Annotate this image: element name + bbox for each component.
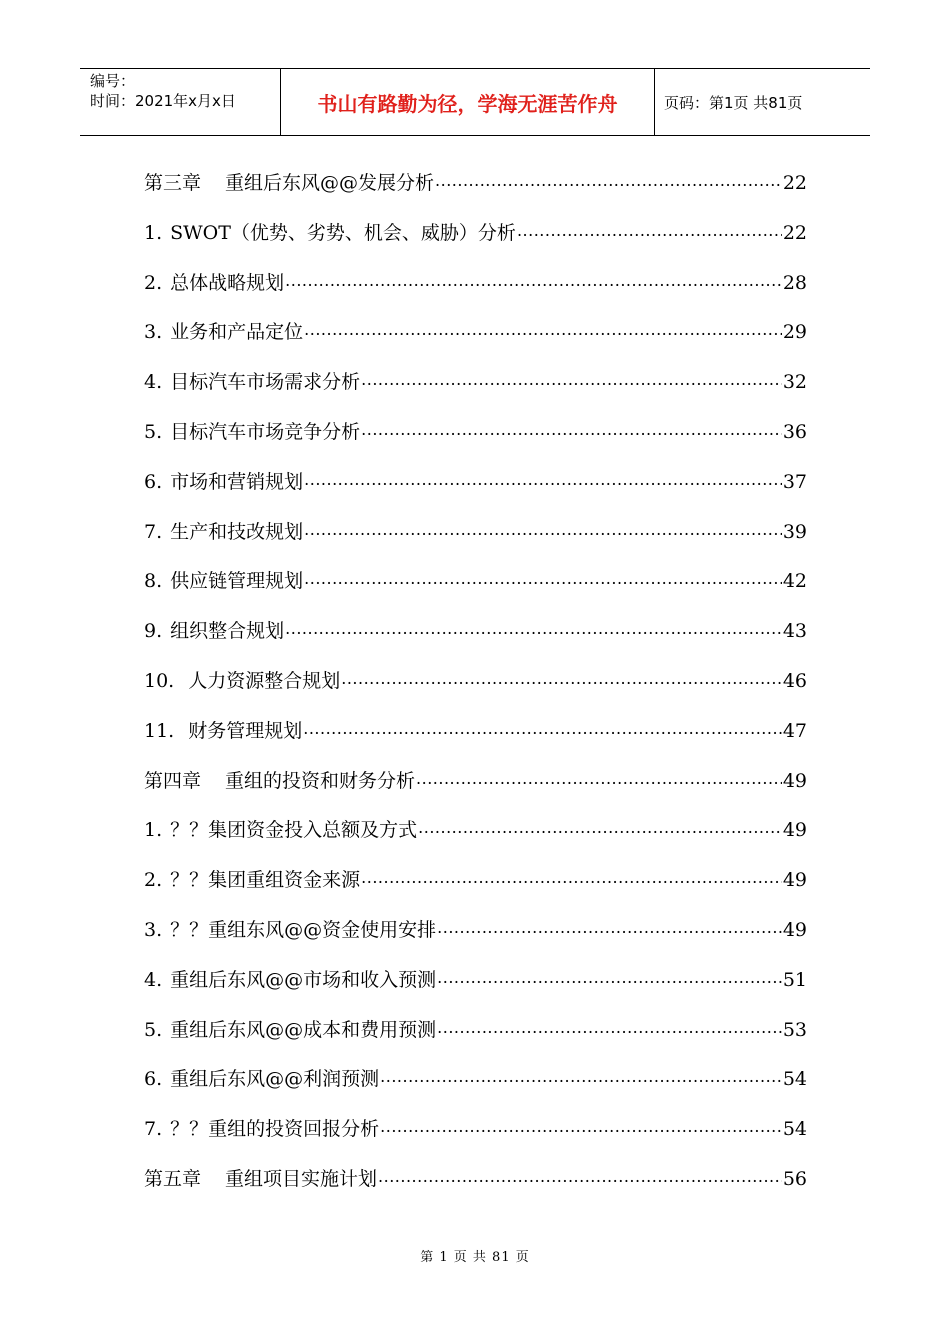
toc-entry-title: 业务和产品定位 <box>170 321 304 344</box>
toc-entry-number: 1. <box>144 221 163 244</box>
toc-entry-number: 3. <box>144 321 163 344</box>
toc-dot-leader <box>285 270 782 289</box>
header-motto: 书山有路勤为径，学海无涯苦作舟 <box>281 69 655 135</box>
toc-dot-leader <box>418 817 782 836</box>
toc-entry-number: 10. <box>144 669 175 692</box>
toc-entry[interactable] <box>144 508 807 558</box>
toc-entry-page: 37 <box>782 470 807 493</box>
toc-entry-page: 22 <box>782 221 807 244</box>
toc-entry-page: 43 <box>782 620 807 643</box>
toc-dot-leader <box>361 419 782 438</box>
toc-entry-number: 9. <box>144 620 163 643</box>
toc-entry-title: 重组项目实施计划 <box>225 1167 378 1190</box>
toc-entry[interactable] <box>144 956 807 1006</box>
toc-entry[interactable] <box>144 557 807 607</box>
toc-entry-page: 49 <box>782 819 807 842</box>
toc-entry-number: 3. <box>144 918 163 941</box>
date-line: 时间：2021年x月x日 <box>90 92 236 110</box>
toc-entry-title: 重组的投资和财务分析 <box>225 769 416 792</box>
toc-entry-title: 供应链管理规划 <box>170 570 304 593</box>
toc-entry[interactable] <box>144 408 807 458</box>
toc-entry[interactable] <box>144 806 807 856</box>
toc-chapter-entry[interactable] <box>144 1155 807 1205</box>
toc-entry[interactable] <box>144 1006 807 1056</box>
toc-entry-title: SWOT（优势、劣势、机会、威胁）分析 <box>170 221 516 244</box>
toc-entry-number: 第五章 <box>144 1167 202 1190</box>
toc-entry-number: 第三章 <box>144 172 202 194</box>
toc-dot-leader <box>380 1066 782 1085</box>
page-footer: 第 1 页 共 81 页 <box>420 1250 530 1265</box>
toc-entry-number: 8. <box>144 570 163 593</box>
toc-entry-title: 重组后东风@@利润预测 <box>170 1068 380 1091</box>
toc-entry-title: ？？重组东风@@资金使用安排 <box>170 918 437 941</box>
toc-dot-leader <box>361 867 782 886</box>
toc-entry-number: 1. <box>144 819 163 842</box>
toc-entry-page: 54 <box>782 1118 807 1141</box>
toc-entry-page: 56 <box>782 1167 807 1190</box>
toc-entry-number: 7. <box>144 520 163 543</box>
toc-dot-leader <box>361 369 782 388</box>
toc-entry-page: 49 <box>782 869 807 892</box>
toc-entry[interactable] <box>144 259 807 309</box>
toc-dot-leader <box>416 768 782 787</box>
toc-entry-title: ？？重组的投资回报分析 <box>170 1118 380 1141</box>
toc-entry[interactable] <box>144 906 807 956</box>
toc-entry[interactable] <box>144 707 807 757</box>
toc-entry-page: 53 <box>782 1018 807 1041</box>
toc-entry[interactable] <box>144 1105 807 1155</box>
toc-dot-leader <box>517 220 782 239</box>
page-header <box>80 68 870 136</box>
toc-entry-page: 22 <box>782 172 807 194</box>
toc-entry-title: 目标汽车市场竞争分析 <box>170 420 361 443</box>
toc-entry-number: 4. <box>144 371 163 394</box>
toc-dot-leader <box>437 1017 782 1036</box>
toc-entry-page: 49 <box>782 918 807 941</box>
toc-chapter-entry[interactable] <box>144 757 807 807</box>
toc-entry-number: 5. <box>144 1018 163 1041</box>
toc-entry-number: 2. <box>144 271 163 294</box>
toc-dot-leader <box>437 917 782 936</box>
toc-entry-number: 6. <box>144 1068 163 1091</box>
toc-dot-leader <box>435 170 782 189</box>
toc-entry-page: 32 <box>782 371 807 394</box>
toc-entry-number: 4. <box>144 968 163 991</box>
toc-dot-leader <box>285 618 782 637</box>
toc-entry-title: 组织整合规划 <box>170 620 285 643</box>
toc-entry-page: 51 <box>782 968 807 991</box>
header-page-info: 页码：第1页 共81页 <box>664 93 803 112</box>
toc-entry-title: 重组后东风@@发展分析 <box>225 172 435 194</box>
toc-entry-number: 6. <box>144 470 163 493</box>
table-of-contents <box>144 159 807 1205</box>
toc-entry-page: 47 <box>782 719 807 742</box>
toc-dot-leader <box>437 967 782 986</box>
toc-entry[interactable] <box>144 607 807 657</box>
toc-entry-number: 7. <box>144 1118 163 1141</box>
toc-dot-leader <box>304 568 782 587</box>
serial-label: 编号： <box>90 72 136 90</box>
toc-entry[interactable] <box>144 856 807 906</box>
toc-entry-title: 财务管理规划 <box>188 719 303 742</box>
toc-entry-page: 36 <box>782 420 807 443</box>
toc-entry-title: 目标汽车市场需求分析 <box>170 371 361 394</box>
toc-entry-title: 总体战略规划 <box>170 271 285 294</box>
toc-entry[interactable] <box>144 1055 807 1105</box>
toc-entry-page: 54 <box>782 1068 807 1091</box>
toc-dot-leader <box>380 1116 782 1135</box>
toc-dot-leader <box>304 469 782 488</box>
toc-entry-title: 重组后东风@@成本和费用预测 <box>170 1018 437 1041</box>
toc-entry-page: 42 <box>782 570 807 593</box>
toc-entry-number: 11. <box>144 719 175 742</box>
toc-entry[interactable] <box>144 458 807 508</box>
toc-dot-leader <box>304 519 782 538</box>
toc-dot-leader <box>341 668 782 687</box>
toc-entry-number: 5. <box>144 420 163 443</box>
toc-entry-number: 2. <box>144 869 163 892</box>
toc-entry-title: 重组后东风@@市场和收入预测 <box>170 968 437 991</box>
toc-entry-title: ？？集团资金投入总额及方式 <box>170 819 418 842</box>
toc-dot-leader <box>378 1166 782 1185</box>
toc-entry-page: 46 <box>782 669 807 692</box>
toc-chapter-entry[interactable] <box>144 159 807 209</box>
toc-dot-leader <box>303 718 782 737</box>
toc-entry-page: 29 <box>782 321 807 344</box>
toc-entry-title: 人力资源整合规划 <box>188 669 341 692</box>
toc-entry-page: 49 <box>782 769 807 792</box>
toc-entry-title: ？？集团重组资金来源 <box>170 869 361 892</box>
toc-entry-title: 生产和技改规划 <box>170 520 304 543</box>
header-meta <box>80 69 281 135</box>
toc-entry-page: 28 <box>782 271 807 294</box>
toc-entry-page: 39 <box>782 520 807 543</box>
toc-entry[interactable] <box>144 657 807 707</box>
toc-entry[interactable] <box>144 209 807 259</box>
toc-entry[interactable] <box>144 308 807 358</box>
toc-entry-number: 第四章 <box>144 769 202 792</box>
toc-entry[interactable] <box>144 358 807 408</box>
toc-dot-leader <box>304 319 782 338</box>
toc-entry-title: 市场和营销规划 <box>170 470 304 493</box>
